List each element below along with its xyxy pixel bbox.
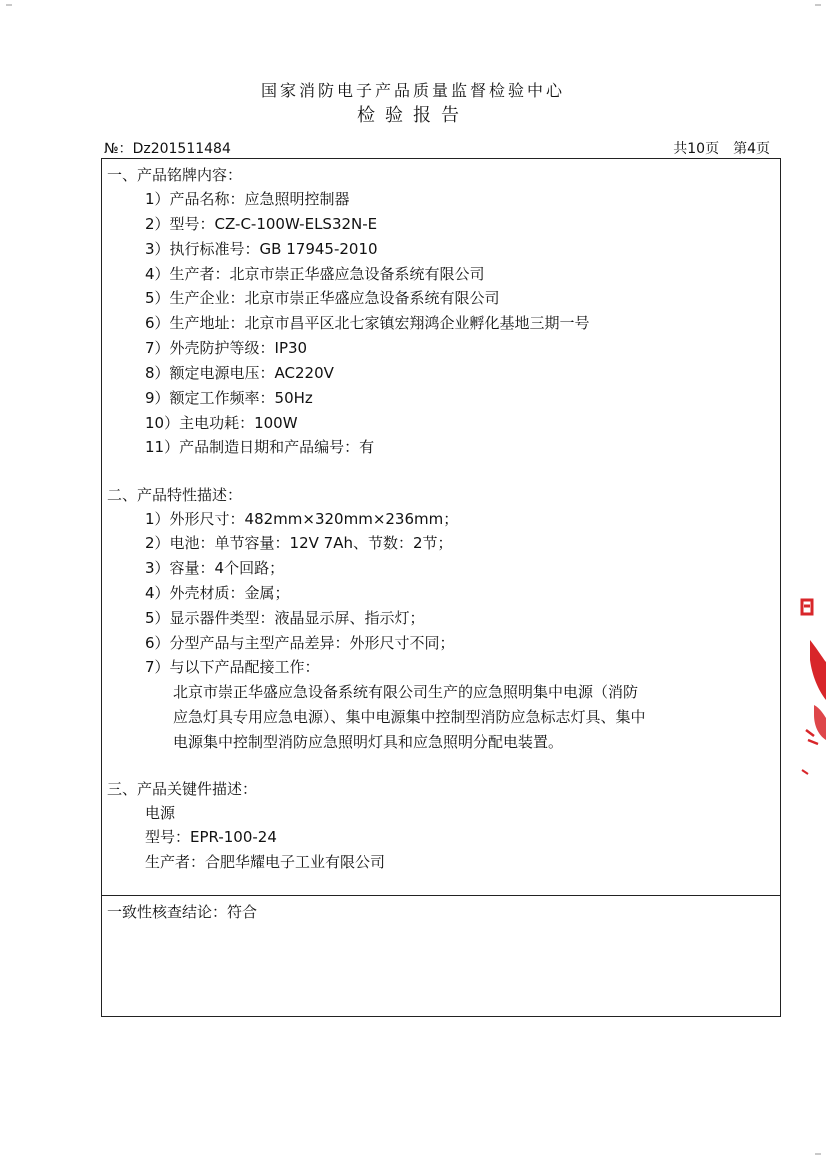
section-2-item: 1）外形尺寸：482mm×320mm×236mm；: [145, 510, 459, 528]
section-2-item: 2）电池：单节容量：12V 7Ah、节数：2节；: [145, 534, 453, 552]
section-2-item: 4）外壳材质：金属；: [145, 584, 290, 602]
scan-edge-mark: [815, 4, 821, 6]
report-number: [104, 138, 231, 158]
report-number-value: Dz201511484: [132, 141, 231, 157]
section-3-line: 型号：EPR-100-24: [145, 828, 277, 846]
section-2-paragraph-line: 电源集中控制型消防应急照明灯具和应急照明分配电装置。: [173, 733, 564, 751]
conclusion-divider: [101, 895, 781, 896]
section-1-item: 10）主电功耗：100W: [145, 414, 298, 432]
organization-name: 国家消防电子产品质量监督检验中心: [260, 81, 565, 100]
red-seal-fragment-icon: [796, 590, 826, 820]
section-1-item: 1）产品名称：应急照明控制器: [145, 190, 350, 208]
section-3-title: 三、产品关键件描述：: [107, 780, 258, 798]
report-meta-row: [104, 138, 770, 158]
section-1-item: 7）外壳防护等级：IP30: [145, 339, 308, 357]
section-1-item: 2）型号：CZ-C-100W-ELS32N-E: [145, 215, 378, 233]
section-2-paragraph-line: 应急灯具专用应急电源）、集中电源集中控制型消防应急标志灯具、集中: [173, 708, 646, 726]
section-2-item: 5）显示器件类型：液晶显示屏、指示灯；: [145, 609, 425, 627]
section-2-paragraph-line: 北京市崇正华盛应急设备系统有限公司生产的应急照明集中电源（消防: [173, 683, 639, 701]
conformity-conclusion: 一致性核查结论：符合: [107, 903, 258, 921]
section-3-line: 生产者：合肥华耀电子工业有限公司: [145, 853, 386, 871]
section-1-item: 4）生产者：北京市崇正华盛应急设备系统有限公司: [145, 265, 485, 283]
section-3-line: 电源: [145, 804, 176, 822]
report-number-label: №：: [104, 141, 133, 157]
section-1-item: 5）生产企业：北京市崇正华盛应急设备系统有限公司: [145, 289, 500, 307]
section-1-item: 11）产品制造日期和产品编号：有: [145, 438, 375, 456]
section-2-item: 7）与以下产品配接工作：: [145, 658, 320, 676]
scan-edge-mark: [815, 1153, 821, 1155]
scan-edge-mark: [6, 4, 12, 6]
report-title: 检验报告: [357, 105, 469, 126]
section-2-title: 二、产品特性描述：: [107, 486, 243, 504]
section-1-item: 9）额定工作频率：50Hz: [145, 389, 313, 407]
section-1-title: 一、产品铭牌内容：: [107, 166, 243, 184]
section-1-item: 3）执行标准号：GB 17945-2010: [145, 240, 378, 258]
section-2-item: 6）分型产品与主型产品差异：外形尺寸不同；: [145, 634, 455, 652]
page-info: 共10页 第4页: [673, 141, 770, 157]
section-1-item: 6）生产地址：北京市昌平区北七家镇宏翔鸿企业孵化基地三期一号: [145, 314, 590, 332]
section-2-item: 3）容量：4个回路；: [145, 559, 285, 577]
section-1-item: 8）额定电源电压：AC220V: [145, 364, 334, 382]
